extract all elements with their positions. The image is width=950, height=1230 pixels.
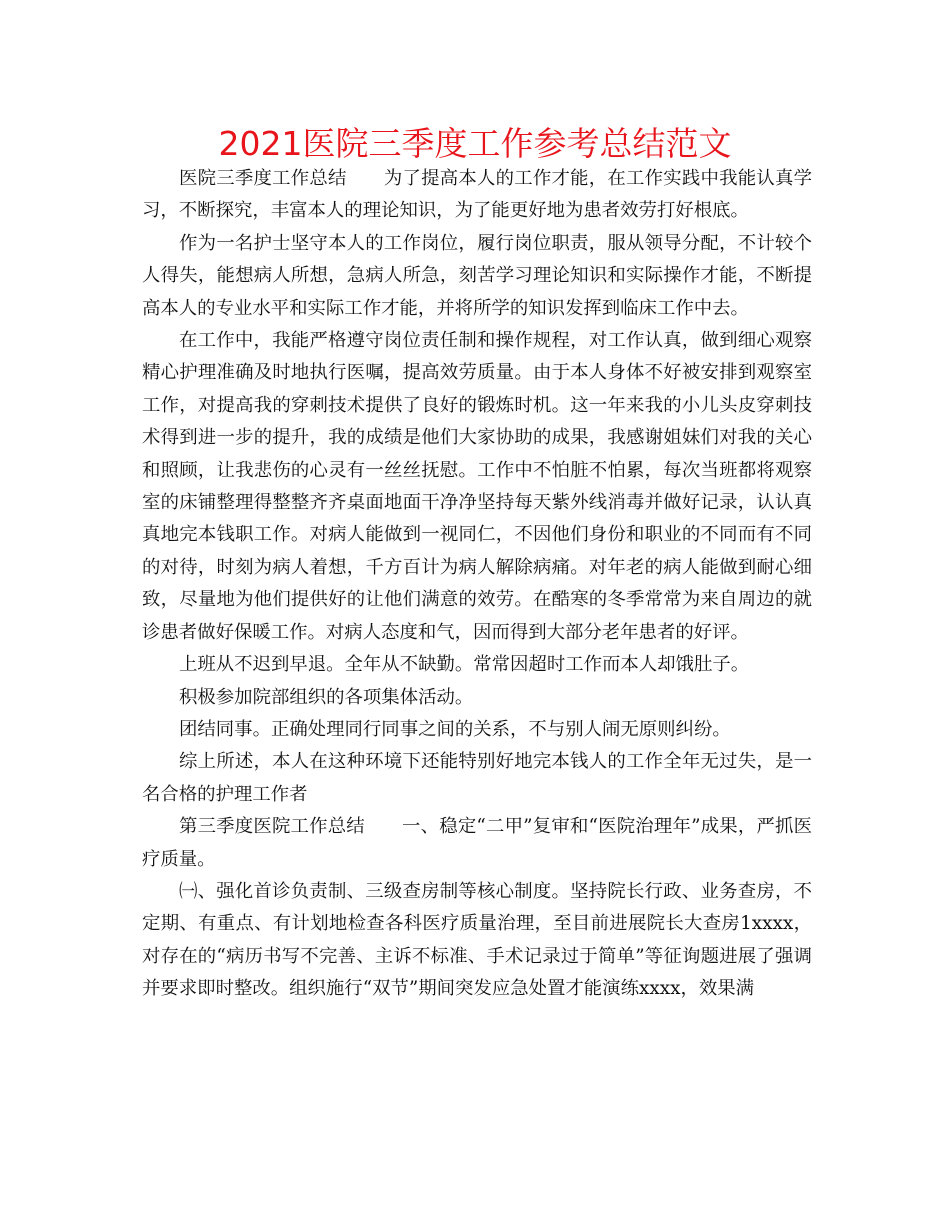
paragraph: 第三季度医院工作总结 一、稳定“二甲”复审和“医院治理年”成果，严抓医疗质量。 (142, 816, 812, 870)
paragraph: 积极参加院部组织的各项集体活动。 (179, 686, 474, 708)
paragraph: 综上所述，本人在这种环境下还能特别好地完本钱人的工作全年无过失，是一名合格的护理工作者 (142, 751, 812, 805)
paragraph: 医院三季度工作总结 为了提高本人的工作才能，在工作实践中我能认真学习，不断探究，丰富本人的理论知识，为了能更好地为患者效劳打好根底。 (142, 168, 812, 222)
paragraph: 团结同事。正确处理同行同事之间的关系，不与别人闹无原则纠纷。 (179, 718, 731, 740)
document-body (142, 163, 812, 1006)
paragraph: 上班从不迟到早退。全年从不缺勤。常常因超时工作而本人却饿肚子。 (179, 654, 750, 676)
document-title: 2021医院三季度工作参考总结范文 (218, 124, 732, 163)
paragraph: ㈠、强化首诊负责制、三级查房制等核心制度。坚持院长行政、业务查房，不定期、有重点、有计划地检查各科医疗质量治理，至目前进展院长大查房1xxxx，对存在的“病历书写不完善、主诉不标准、手术记录过于简单”等征询题进展了强调并要求即时整改。组织施行“双节”期间突发应急处置才能演练xxxx，效果满 (142, 880, 812, 1000)
paragraph: 作为一名护士坚守本人的工作岗位，履行岗位职责，服从领导分配，不计较个人得失，能想病人所想，急病人所急，刻苦学习理论知识和实际操作才能，不断提高本人的专业水平和实际工作才能，并将所学的知识发挥到临床工作中去。 (142, 232, 812, 319)
paragraph: 在工作中，我能严格遵守岗位责任制和操作规程，对工作认真，做到细心观察精心护理准确及时地执行医嘱，提高效劳质量。由于本人身体不好被安排到观察室工作，对提高我的穿刺技术提供了良好的锻炼时机。这一年来我的小儿头皮穿刺技术得到进一步的提升，我的成绩是他们大家协助的成果，我感谢姐妹们对我的关心和照顾，让我悲伤的心灵有一丝丝抚慰。工作中不怕脏不怕累，每次当班都将观察室的床铺整理得整整齐齐桌面地面干净净坚持每天紫外线消毒并做好记录，认认真真地完本钱职工作。对病人能做到一视同仁，不因他们身份和职业的不同而有不同的对待，时刻为病人着想，千方百计为病人解除病痛。对年老的病人能做到耐心细致，尽量地为他们提供好的让他们满意的效劳。在酷寒的冬季常常为来自周边的就诊患者做好保暖工作。对病人态度和气，因而得到大部分老年患者的好评。 (142, 330, 812, 643)
